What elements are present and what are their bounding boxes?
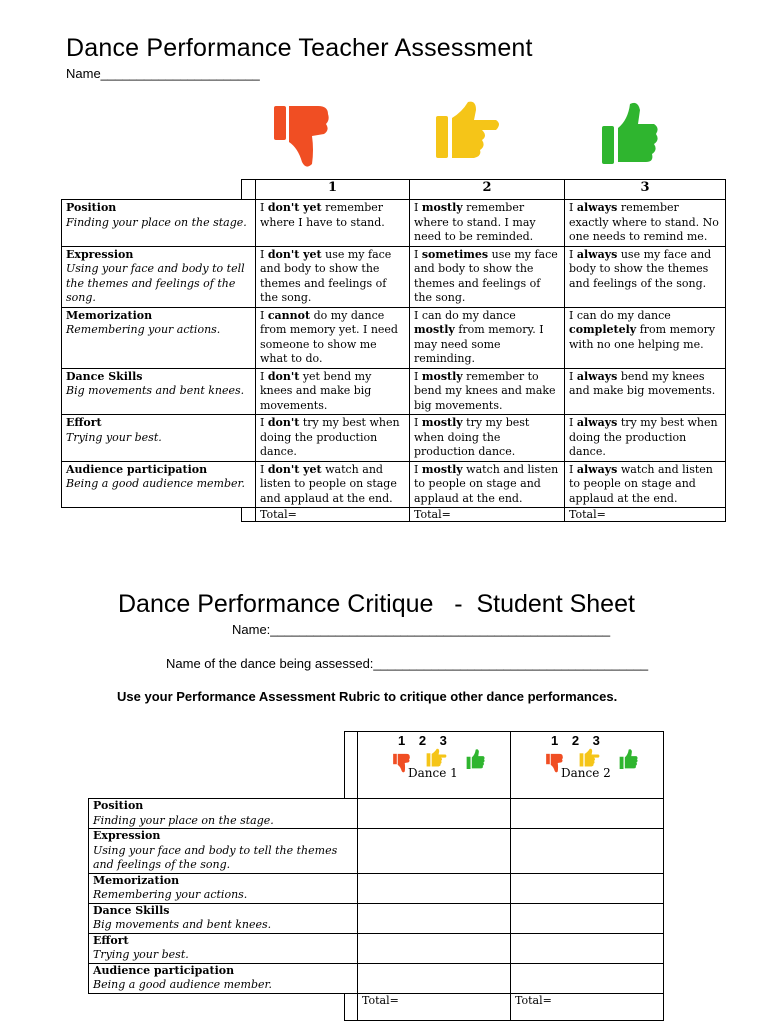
level-text: I (260, 369, 268, 383)
criterion-cell (62, 368, 256, 415)
rubric-row (62, 461, 726, 508)
level-keyword: don't yet (267, 201, 322, 214)
total-cell[interactable]: Total= (565, 508, 726, 522)
dance-2-score-cell[interactable] (511, 799, 664, 829)
level-text: I (569, 416, 577, 429)
critique-criterion-cell (89, 963, 358, 993)
total-gap (242, 508, 256, 522)
level-text: do my dance from memory yet. I need someone to show me what to do. (260, 308, 398, 365)
level-text: remember exactly where to stand. No one needs to remind me. (569, 201, 719, 243)
sideways-thumb-icon (426, 748, 448, 768)
criterion-description: Trying your best. (93, 948, 189, 961)
criterion-description: Big movements and bent knees. (93, 918, 272, 931)
critique-criterion-cell (89, 829, 358, 874)
level-text: use my face and body to show the themes and feelings of the song. (414, 247, 558, 304)
dance-name-field[interactable]: Name of the dance being assessed:______________________________________ (166, 656, 649, 671)
level-text: I (569, 369, 577, 383)
sideways-thumb-icon (579, 748, 601, 768)
level-text: I (260, 462, 268, 476)
criterion-name: Expression (66, 247, 134, 261)
teacher-name-field[interactable]: Name______________________ (66, 66, 260, 81)
level-text: I (260, 247, 268, 261)
critique-criterion-cell (89, 933, 358, 963)
total-cell[interactable]: Total= (256, 508, 410, 522)
rubric-row (62, 368, 726, 415)
level-keyword: mostly (421, 462, 463, 476)
critique-row (89, 933, 664, 963)
level-text: from memory. I may need some reminding. (414, 323, 544, 365)
level-text: use my face and body to show the themes and feelings of the song. (260, 247, 392, 304)
dance-1-header (358, 732, 511, 799)
total-blank (62, 508, 242, 522)
level-text: remember where to stand. I may need to be reminded. (414, 201, 536, 243)
teacher-title: Dance Performance Teacher Assessment (66, 34, 533, 62)
level-text: try my best when doing the production dance. (569, 416, 718, 458)
dance-2-score-cell[interactable] (511, 873, 664, 903)
student-name-field[interactable]: Name:_______________________________________________ (232, 622, 611, 637)
dance-label: Dance 1 (408, 766, 458, 780)
rubric-row (62, 246, 726, 307)
criterion-cell (62, 200, 256, 247)
level-cell-c1 (256, 368, 410, 415)
level-cell-c3 (565, 368, 726, 415)
level-text: remember where I have to stand. (260, 201, 385, 229)
level-text: watch and listen to people on stage and applaud at the end. (569, 462, 713, 505)
dance-header-gap (345, 732, 358, 799)
criterion-name: Position (66, 201, 117, 214)
level-text: I (260, 416, 268, 429)
dance-2-score-cell[interactable] (511, 903, 664, 933)
dance-2-score-cell[interactable] (511, 963, 664, 993)
dance-2-header (511, 732, 664, 799)
criterion-description: Finding your place on the stage. (93, 813, 274, 827)
level-keyword: completely (569, 323, 637, 336)
student-title: Dance Performance Critique - Student Sheet (118, 590, 635, 618)
level-text: remember to bend my knees and make big movements. (414, 369, 556, 412)
level-cell-c2 (410, 200, 565, 247)
level-keyword: sometimes (421, 247, 489, 261)
level-keyword: mostly (421, 416, 463, 429)
level-text: use my face and body to show the themes and feelings of the song. (569, 247, 712, 290)
level-cell-c2 (410, 461, 565, 508)
critique-row (89, 799, 664, 829)
criterion-name: Effort (93, 933, 129, 947)
level-text: I (569, 247, 577, 261)
level-text: I (569, 462, 577, 476)
level-cell-c3 (565, 200, 726, 247)
dance-1-total[interactable]: Total= (358, 993, 511, 1020)
level-cell-c1 (256, 461, 410, 508)
criterion-description: Big movements and bent knees. (66, 384, 245, 397)
rubric-total-row (62, 508, 726, 522)
level-cell-c1 (256, 307, 410, 368)
level-cell-c2 (410, 368, 565, 415)
level-keyword: cannot (267, 308, 311, 322)
level-keyword: always (576, 247, 618, 261)
criterion-name: Audience participation (66, 462, 208, 476)
criterion-cell (62, 246, 256, 307)
criterion-name: Position (93, 799, 144, 812)
header-blank-cell (62, 180, 242, 200)
critique-row (89, 903, 664, 933)
level-cell-c1 (256, 415, 410, 462)
level-cell-c3 (565, 246, 726, 307)
criterion-description: Remembering your actions. (66, 323, 221, 336)
dance-label: Dance 2 (561, 766, 611, 780)
sideways-thumb-icon (434, 100, 504, 162)
rubric-row (62, 307, 726, 368)
criterion-description: Being a good audience member. (66, 477, 246, 490)
level-text: I (260, 201, 268, 214)
rubric-header-row (62, 180, 726, 200)
dance-2-score-cell[interactable] (511, 829, 664, 874)
criterion-description: Remembering your actions. (93, 888, 248, 901)
level-keyword: don't yet (267, 462, 322, 476)
level-cell-c1 (256, 200, 410, 247)
level-text: I (569, 201, 577, 214)
critique-criterion-cell (89, 903, 358, 933)
thumbs-up-icon (619, 748, 639, 770)
thumbs-up-icon (466, 748, 486, 770)
score-header: 1 (256, 180, 410, 200)
critique-row (89, 963, 664, 993)
critique-total-row (89, 993, 664, 1020)
criterion-description: Using your face and body to tell the themes and feelings of the song. (66, 262, 245, 304)
dance-1-score-cell[interactable] (358, 829, 511, 874)
criterion-name: Memorization (93, 873, 180, 887)
scale-numbers: 1 2 3 (551, 733, 600, 748)
level-text: bend my knees and make big movements. (569, 369, 716, 397)
total-cell[interactable]: Total= (410, 508, 565, 522)
dance-1-score-cell[interactable] (358, 903, 511, 933)
student-critique-table (88, 731, 664, 1021)
level-keyword: mostly (421, 201, 463, 214)
dance-1-score-cell[interactable] (358, 963, 511, 993)
level-keyword: always (576, 369, 618, 383)
instruction-text: Use your Performance Assessment Rubric to critique other dance performances. (117, 689, 618, 704)
level-cell-c3 (565, 461, 726, 508)
teacher-rubric-table (61, 179, 726, 522)
level-keyword: mostly (421, 369, 463, 383)
level-keyword: don't (267, 416, 300, 429)
level-keyword: don't (267, 369, 300, 383)
score-header: 2 (410, 180, 565, 200)
criterion-cell (62, 461, 256, 508)
score-header: 3 (565, 180, 726, 200)
level-keyword: always (576, 416, 618, 429)
dance-2-score-cell[interactable] (511, 933, 664, 963)
header-gap-cell (242, 180, 256, 200)
dance-header-row (89, 732, 664, 799)
scale-numbers: 1 2 3 (398, 733, 447, 748)
dance-header-blank (89, 732, 345, 799)
rubric-row (62, 415, 726, 462)
level-keyword: always (576, 462, 618, 476)
level-cell-c2 (410, 246, 565, 307)
criterion-description: Using your face and body to tell the themes and feelings of the song. (93, 843, 338, 871)
dance-1-score-cell[interactable] (358, 799, 511, 829)
critique-total-gap (345, 993, 358, 1020)
thumbs-down-icon (272, 100, 334, 172)
criterion-name: Effort (66, 416, 102, 429)
level-text: I (414, 462, 422, 476)
level-text: I can do my dance (569, 308, 671, 322)
critique-row (89, 829, 664, 874)
level-cell-c2 (410, 415, 565, 462)
criterion-name: Memorization (66, 308, 153, 322)
level-text: yet bend my knees and make big movements. (260, 369, 372, 412)
criterion-cell (62, 415, 256, 462)
dance-2-total[interactable]: Total= (511, 993, 664, 1020)
level-keyword: don't yet (267, 247, 322, 261)
criterion-description: Trying your best. (66, 430, 162, 444)
level-keyword: mostly (414, 323, 455, 336)
level-text: watch and listen to people on stage and applaud at the end. (414, 462, 559, 505)
critique-criterion-cell (89, 799, 358, 829)
criterion-description: Finding your place on the stage. (66, 215, 247, 229)
critique-row (89, 873, 664, 903)
level-text: try my best when doing the production dance. (260, 416, 400, 458)
dance-1-score-cell[interactable] (358, 873, 511, 903)
critique-total-blank (89, 993, 345, 1020)
level-text: I (414, 201, 422, 214)
level-text: I can do my dance (414, 308, 516, 322)
level-text: I (260, 308, 268, 322)
criterion-name: Dance Skills (93, 903, 170, 917)
criterion-name: Expression (93, 829, 161, 842)
critique-criterion-cell (89, 873, 358, 903)
criterion-cell (62, 307, 256, 368)
level-text: from memory with no one helping me. (569, 323, 716, 351)
dance-1-score-cell[interactable] (358, 933, 511, 963)
level-text: I (414, 247, 422, 261)
level-keyword: always (576, 201, 618, 214)
level-text: I (414, 369, 422, 383)
level-cell-c3 (565, 307, 726, 368)
thumbs-up-icon (600, 100, 662, 166)
level-text: I (414, 416, 422, 429)
level-cell-c2 (410, 307, 565, 368)
criterion-description: Being a good audience member. (93, 978, 273, 991)
level-cell-c1 (256, 246, 410, 307)
level-cell-c3 (565, 415, 726, 462)
level-text: watch and listen to people on stage and applaud at the end. (260, 462, 397, 505)
level-text: try my best when doing the production dance. (414, 416, 530, 458)
rubric-row (62, 200, 726, 247)
criterion-name: Dance Skills (66, 369, 143, 383)
criterion-name: Audience participation (93, 963, 235, 977)
